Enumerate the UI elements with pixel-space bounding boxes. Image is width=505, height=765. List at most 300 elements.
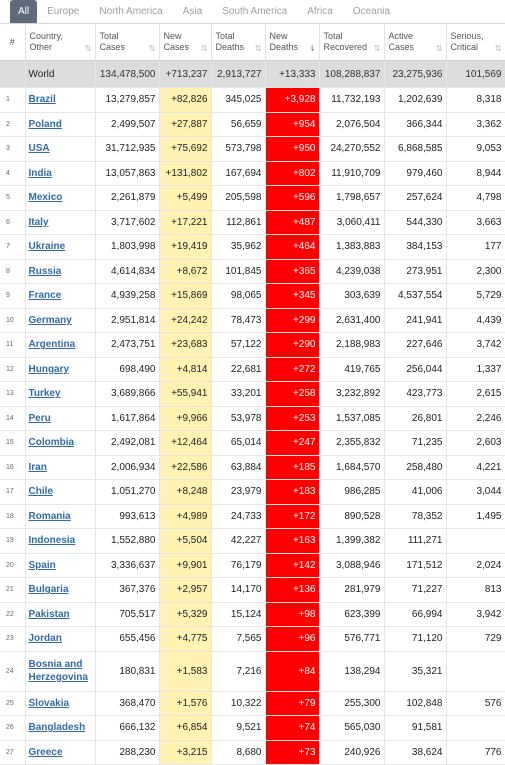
- row-index: 3: [0, 137, 25, 162]
- row-index: 12: [0, 357, 25, 382]
- active-cases-cell: 423,773: [384, 382, 446, 407]
- world-total-deaths: 2,913,727: [211, 61, 265, 88]
- country-cell: [25, 235, 95, 260]
- serious-critical-cell: 2,603: [446, 431, 505, 456]
- new-cases-cell: +5,504: [159, 529, 211, 554]
- total-deaths-cell: 7,565: [211, 627, 265, 652]
- total-recovered-cell: 576,771: [319, 627, 384, 652]
- country-cell: [25, 137, 95, 162]
- total-cases-cell: 3,689,866: [95, 382, 159, 407]
- country-cell: [25, 504, 95, 529]
- table-row: [0, 406, 505, 431]
- country-link[interactable]: Turkey: [28, 388, 61, 400]
- total-cases-cell: 1,617,864: [95, 406, 159, 431]
- table-row: [0, 455, 505, 480]
- country-link[interactable]: Slovakia: [28, 697, 70, 709]
- total-deaths-cell: 63,884: [211, 455, 265, 480]
- new-deaths-cell: +247: [265, 431, 319, 456]
- row-index: 8: [0, 259, 25, 284]
- tab-oceania[interactable]: Oceania: [352, 6, 391, 17]
- total-recovered-cell: 3,088,946: [319, 553, 384, 578]
- total-recovered-cell: 1,383,883: [319, 235, 384, 260]
- total-recovered-cell: 24,270,552: [319, 137, 384, 162]
- new-cases-cell: +9,966: [159, 406, 211, 431]
- total-cases-cell: 655,456: [95, 627, 159, 652]
- table-row: [0, 186, 505, 211]
- total-cases-cell: 4,614,834: [95, 259, 159, 284]
- country-link[interactable]: India: [28, 167, 52, 179]
- total-recovered-cell: 11,732,193: [319, 88, 384, 113]
- new-deaths-cell: +172: [265, 504, 319, 529]
- row-index: 11: [0, 333, 25, 358]
- tab-europe[interactable]: Europe: [47, 6, 80, 17]
- table-row: [0, 210, 505, 235]
- total-deaths-cell: 57,122: [211, 333, 265, 358]
- world-total-cases: 134,478,500: [95, 61, 159, 88]
- total-cases-cell: 2,261,879: [95, 186, 159, 211]
- total-cases-cell: 3,336,637: [95, 553, 159, 578]
- new-cases-cell: +6,854: [159, 716, 211, 741]
- total-recovered-cell: 2,188,983: [319, 333, 384, 358]
- total-cases-cell: 2,499,507: [95, 112, 159, 137]
- serious-critical-cell: 2,615: [446, 382, 505, 407]
- total-deaths-cell: 9,521: [211, 716, 265, 741]
- table-row: [0, 333, 505, 358]
- new-cases-cell: +5,499: [159, 186, 211, 211]
- country-link[interactable]: France: [28, 290, 62, 302]
- total-deaths-cell: 78,473: [211, 308, 265, 333]
- header-serious-critical[interactable]: Serious, Critical ⇅: [446, 24, 505, 61]
- header-total-cases[interactable]: Total Cases ⇅: [95, 24, 159, 61]
- total-cases-cell: 1,803,998: [95, 235, 159, 260]
- active-cases-cell: 366,344: [384, 112, 446, 137]
- new-deaths-cell: +345: [265, 284, 319, 309]
- row-index: 10: [0, 308, 25, 333]
- total-recovered-cell: 4,239,038: [319, 259, 384, 284]
- new-deaths-cell: +74: [265, 716, 319, 741]
- total-recovered-cell: 890,528: [319, 504, 384, 529]
- active-cases-cell: 102,848: [384, 691, 446, 716]
- new-cases-cell: +15,869: [159, 284, 211, 309]
- table-row: [0, 112, 505, 137]
- total-deaths-cell: 8,680: [211, 740, 265, 765]
- new-cases-cell: +82,826: [159, 88, 211, 113]
- new-cases-cell: +27,887: [159, 112, 211, 137]
- table-row: [0, 602, 505, 627]
- new-cases-cell: +4,989: [159, 504, 211, 529]
- serious-critical-cell: [446, 651, 505, 691]
- total-cases-cell: 13,057,863: [95, 161, 159, 186]
- new-cases-cell: +23,683: [159, 333, 211, 358]
- active-cases-cell: 78,352: [384, 504, 446, 529]
- new-deaths-cell: +954: [265, 112, 319, 137]
- total-cases-cell: 4,939,258: [95, 284, 159, 309]
- table-row: [0, 691, 505, 716]
- new-deaths-cell: +290: [265, 333, 319, 358]
- country-link[interactable]: Mexico: [28, 192, 63, 204]
- total-cases-cell: 3,717,602: [95, 210, 159, 235]
- tab-south-america[interactable]: South America: [222, 6, 288, 17]
- total-cases-cell: 2,473,751: [95, 333, 159, 358]
- row-index: 7: [0, 235, 25, 260]
- new-deaths-cell: +98: [265, 602, 319, 627]
- serious-critical-cell: 576: [446, 691, 505, 716]
- country-cell: [25, 357, 95, 382]
- country-link[interactable]: Germany: [28, 314, 72, 326]
- header-new-deaths[interactable]: New Deaths ⇂: [265, 24, 319, 61]
- table-row: [0, 740, 505, 765]
- active-cases-cell: 273,951: [384, 259, 446, 284]
- new-deaths-cell: +487: [265, 210, 319, 235]
- header-index[interactable]: #: [0, 24, 25, 61]
- serious-critical-cell: 5,729: [446, 284, 505, 309]
- total-recovered-cell: 281,979: [319, 578, 384, 603]
- new-cases-cell: +1,576: [159, 691, 211, 716]
- total-cases-cell: 1,552,880: [95, 529, 159, 554]
- active-cases-cell: 66,994: [384, 602, 446, 627]
- country-link[interactable]: Italy: [28, 216, 49, 228]
- active-cases-cell: 35,321: [384, 651, 446, 691]
- total-deaths-cell: 53,978: [211, 406, 265, 431]
- sort-icon: ⇅: [200, 44, 208, 53]
- serious-critical-cell: 177: [446, 235, 505, 260]
- total-deaths-cell: 101,845: [211, 259, 265, 284]
- tab-africa[interactable]: Africa: [307, 6, 333, 17]
- row-index: 14: [0, 406, 25, 431]
- total-deaths-cell: 345,025: [211, 88, 265, 113]
- row-index: 25: [0, 691, 25, 716]
- country-link[interactable]: Colombia: [28, 437, 75, 449]
- new-cases-cell: +8,672: [159, 259, 211, 284]
- table-row: [0, 161, 505, 186]
- new-deaths-cell: +163: [265, 529, 319, 554]
- country-link[interactable]: Greece: [28, 746, 63, 758]
- new-deaths-cell: +3,928: [265, 88, 319, 113]
- total-cases-cell: 13,279,857: [95, 88, 159, 113]
- row-index: 4: [0, 161, 25, 186]
- row-index: 20: [0, 553, 25, 578]
- country-link[interactable]: Ukraine: [28, 241, 66, 253]
- new-cases-cell: +4,814: [159, 357, 211, 382]
- total-cases-cell: 2,006,934: [95, 455, 159, 480]
- country-link[interactable]: Russia: [28, 265, 62, 277]
- total-deaths-cell: 167,694: [211, 161, 265, 186]
- total-cases-cell: 666,132: [95, 716, 159, 741]
- row-index: 27: [0, 740, 25, 765]
- table-row: [0, 259, 505, 284]
- table-row: [0, 431, 505, 456]
- sort-desc-icon: ⇂: [308, 44, 316, 53]
- serious-critical-cell: 1,495: [446, 504, 505, 529]
- total-deaths-cell: 10,322: [211, 691, 265, 716]
- new-cases-cell: +19,419: [159, 235, 211, 260]
- row-index: 23: [0, 627, 25, 652]
- total-cases-cell: 993,613: [95, 504, 159, 529]
- new-deaths-cell: +596: [265, 186, 319, 211]
- active-cases-cell: 6,868,585: [384, 137, 446, 162]
- total-recovered-cell: 3,232,892: [319, 382, 384, 407]
- row-index: 19: [0, 529, 25, 554]
- total-recovered-cell: 986,285: [319, 480, 384, 505]
- row-index: 26: [0, 716, 25, 741]
- country-cell: [25, 627, 95, 652]
- total-deaths-cell: 76,179: [211, 553, 265, 578]
- table-row: [0, 553, 505, 578]
- world-new-deaths: +13,333: [265, 61, 319, 88]
- header-country[interactable]: Country, Other ⇅: [25, 24, 95, 61]
- country-cell: [25, 112, 95, 137]
- total-deaths-cell: 14,170: [211, 578, 265, 603]
- total-recovered-cell: 1,399,382: [319, 529, 384, 554]
- total-deaths-cell: 15,124: [211, 602, 265, 627]
- new-deaths-cell: +79: [265, 691, 319, 716]
- row-index: 2: [0, 112, 25, 137]
- new-deaths-cell: +365: [265, 259, 319, 284]
- new-cases-cell: +5,329: [159, 602, 211, 627]
- new-cases-cell: +1,583: [159, 651, 211, 691]
- new-deaths-cell: +73: [265, 740, 319, 765]
- row-index: 17: [0, 480, 25, 505]
- country-link[interactable]: Hungary: [28, 363, 70, 375]
- new-cases-cell: +2,957: [159, 578, 211, 603]
- table-row: [0, 88, 505, 113]
- new-deaths-cell: +299: [265, 308, 319, 333]
- country-cell: [25, 259, 95, 284]
- new-cases-cell: +8,248: [159, 480, 211, 505]
- total-cases-cell: 698,490: [95, 357, 159, 382]
- serious-critical-cell: 2,246: [446, 406, 505, 431]
- serious-critical-cell: 1,337: [446, 357, 505, 382]
- total-cases-cell: 1,051,270: [95, 480, 159, 505]
- header-new-cases[interactable]: New Cases ⇅: [159, 24, 211, 61]
- header-total-deaths[interactable]: Total Deaths ⇅: [211, 24, 265, 61]
- country-link[interactable]: Indonesia: [28, 535, 76, 547]
- total-deaths-cell: 33,201: [211, 382, 265, 407]
- total-recovered-cell: 623,399: [319, 602, 384, 627]
- active-cases-cell: 111,271: [384, 529, 446, 554]
- row-index: 9: [0, 284, 25, 309]
- table-row: [0, 529, 505, 554]
- total-recovered-cell: 3,060,411: [319, 210, 384, 235]
- row-index: 21: [0, 578, 25, 603]
- country-link[interactable]: Iran: [28, 461, 47, 473]
- table-row: [0, 627, 505, 652]
- header-active-cases[interactable]: Active Cases ⇅: [384, 24, 446, 61]
- total-deaths-cell: 98,065: [211, 284, 265, 309]
- serious-critical-cell: 2,024: [446, 553, 505, 578]
- total-cases-cell: 31,712,935: [95, 137, 159, 162]
- country-cell: [25, 431, 95, 456]
- new-deaths-cell: +84: [265, 651, 319, 691]
- table-row: [0, 308, 505, 333]
- new-cases-cell: +9,901: [159, 553, 211, 578]
- serious-critical-cell: 2,300: [446, 259, 505, 284]
- active-cases-cell: 171,512: [384, 553, 446, 578]
- sort-icon: ⇅: [148, 44, 156, 53]
- new-deaths-cell: +185: [265, 455, 319, 480]
- sort-icon: ⇅: [494, 44, 502, 53]
- country-cell: [25, 284, 95, 309]
- sort-icon: ⇅: [435, 44, 443, 53]
- total-recovered-cell: 1,798,657: [319, 186, 384, 211]
- country-link[interactable]: Bosnia and Herzegovina: [28, 659, 88, 683]
- country-cell: [25, 480, 95, 505]
- total-recovered-cell: 303,639: [319, 284, 384, 309]
- country-cell: [25, 382, 95, 407]
- row-index: 5: [0, 186, 25, 211]
- table-row: [0, 651, 505, 691]
- total-recovered-cell: 565,030: [319, 716, 384, 741]
- total-cases-cell: 368,470: [95, 691, 159, 716]
- table-row: [0, 382, 505, 407]
- table-row: [0, 716, 505, 741]
- country-cell: [25, 602, 95, 627]
- total-deaths-cell: 7,216: [211, 651, 265, 691]
- country-link[interactable]: Bulgaria: [28, 584, 69, 596]
- active-cases-cell: 227,646: [384, 333, 446, 358]
- active-cases-cell: 71,120: [384, 627, 446, 652]
- total-deaths-cell: 112,861: [211, 210, 265, 235]
- country-cell: [25, 161, 95, 186]
- world-active-cases: 23,275,936: [384, 61, 446, 88]
- active-cases-cell: 1,202,639: [384, 88, 446, 113]
- country-cell: [25, 210, 95, 235]
- country-link[interactable]: Jordan: [28, 633, 62, 645]
- serious-critical-cell: 8,944: [446, 161, 505, 186]
- serious-critical-cell: 8,318: [446, 88, 505, 113]
- covid-stats-table: [0, 24, 505, 765]
- active-cases-cell: 258,480: [384, 455, 446, 480]
- country-cell: [25, 716, 95, 741]
- new-cases-cell: +131,802: [159, 161, 211, 186]
- new-cases-cell: +75,692: [159, 137, 211, 162]
- new-deaths-cell: +183: [265, 480, 319, 505]
- active-cases-cell: 4,537,554: [384, 284, 446, 309]
- total-deaths-cell: 56,659: [211, 112, 265, 137]
- active-cases-cell: 71,227: [384, 578, 446, 603]
- total-deaths-cell: 573,798: [211, 137, 265, 162]
- serious-critical-cell: 776: [446, 740, 505, 765]
- new-deaths-cell: +464: [265, 235, 319, 260]
- country-link[interactable]: Pakistan: [28, 608, 70, 620]
- row-index: 18: [0, 504, 25, 529]
- active-cases-cell: 38,624: [384, 740, 446, 765]
- country-link[interactable]: Brazil: [28, 94, 56, 106]
- country-cell: [25, 455, 95, 480]
- total-deaths-cell: 35,962: [211, 235, 265, 260]
- country-link[interactable]: Chile: [28, 486, 53, 498]
- country-cell: [25, 88, 95, 113]
- table-row: [0, 357, 505, 382]
- header-total-recovered[interactable]: Total Recovered ⇅: [319, 24, 384, 61]
- active-cases-cell: 979,460: [384, 161, 446, 186]
- row-index: 13: [0, 382, 25, 407]
- new-deaths-cell: +136: [265, 578, 319, 603]
- world-label: World: [25, 61, 95, 88]
- world-row: [0, 61, 505, 88]
- serious-critical-cell: [446, 529, 505, 554]
- total-recovered-cell: 1,684,570: [319, 455, 384, 480]
- table-row: [0, 480, 505, 505]
- new-cases-cell: +17,221: [159, 210, 211, 235]
- total-deaths-cell: 22,681: [211, 357, 265, 382]
- sort-icon: ⇅: [84, 44, 92, 53]
- country-link[interactable]: USA: [28, 143, 50, 155]
- active-cases-cell: 256,044: [384, 357, 446, 382]
- serious-critical-cell: 4,798: [446, 186, 505, 211]
- total-recovered-cell: 240,926: [319, 740, 384, 765]
- total-cases-cell: 367,376: [95, 578, 159, 603]
- tab-asia[interactable]: Asia: [182, 6, 203, 17]
- active-cases-cell: 91,581: [384, 716, 446, 741]
- region-tabs: [0, 0, 505, 24]
- country-link[interactable]: Romania: [28, 510, 71, 522]
- total-cases-cell: 180,831: [95, 651, 159, 691]
- total-deaths-cell: 42,227: [211, 529, 265, 554]
- country-cell: [25, 691, 95, 716]
- total-cases-cell: 2,951,814: [95, 308, 159, 333]
- row-index: 15: [0, 431, 25, 456]
- row-index: 6: [0, 210, 25, 235]
- new-deaths-cell: +142: [265, 553, 319, 578]
- total-recovered-cell: 2,076,504: [319, 112, 384, 137]
- table-row: [0, 504, 505, 529]
- total-recovered-cell: 255,300: [319, 691, 384, 716]
- serious-critical-cell: 4,221: [446, 455, 505, 480]
- total-deaths-cell: 205,598: [211, 186, 265, 211]
- country-link[interactable]: Peru: [28, 412, 51, 424]
- total-cases-cell: 288,230: [95, 740, 159, 765]
- country-link[interactable]: Argentina: [28, 339, 76, 351]
- row-index: 16: [0, 455, 25, 480]
- world-index: [0, 61, 25, 88]
- total-deaths-cell: 23,979: [211, 480, 265, 505]
- country-cell: [25, 529, 95, 554]
- active-cases-cell: 26,801: [384, 406, 446, 431]
- country-cell: [25, 186, 95, 211]
- new-deaths-cell: +96: [265, 627, 319, 652]
- world-serious: 101,569: [446, 61, 505, 88]
- new-deaths-cell: +950: [265, 137, 319, 162]
- country-cell: [25, 740, 95, 765]
- country-link[interactable]: Poland: [28, 118, 62, 130]
- row-index: 24: [0, 651, 25, 691]
- total-cases-cell: 705,517: [95, 602, 159, 627]
- country-link[interactable]: Spain: [28, 559, 56, 571]
- row-index: 22: [0, 602, 25, 627]
- country-cell: [25, 553, 95, 578]
- country-link[interactable]: Bangladesh: [28, 722, 86, 734]
- total-recovered-cell: 419,765: [319, 357, 384, 382]
- table-row: [0, 284, 505, 309]
- total-recovered-cell: 2,355,832: [319, 431, 384, 456]
- serious-critical-cell: 4,439: [446, 308, 505, 333]
- world-total-recovered: 108,288,837: [319, 61, 384, 88]
- serious-critical-cell: 3,742: [446, 333, 505, 358]
- sort-icon: ⇅: [254, 44, 262, 53]
- tab-all[interactable]: All: [10, 0, 37, 23]
- active-cases-cell: 241,941: [384, 308, 446, 333]
- serious-critical-cell: 3,044: [446, 480, 505, 505]
- serious-critical-cell: [446, 716, 505, 741]
- new-cases-cell: +22,586: [159, 455, 211, 480]
- serious-critical-cell: 9,053: [446, 137, 505, 162]
- active-cases-cell: 544,330: [384, 210, 446, 235]
- total-recovered-cell: 11,910,709: [319, 161, 384, 186]
- tab-north-america[interactable]: North America: [99, 6, 163, 17]
- country-cell: [25, 308, 95, 333]
- active-cases-cell: 41,006: [384, 480, 446, 505]
